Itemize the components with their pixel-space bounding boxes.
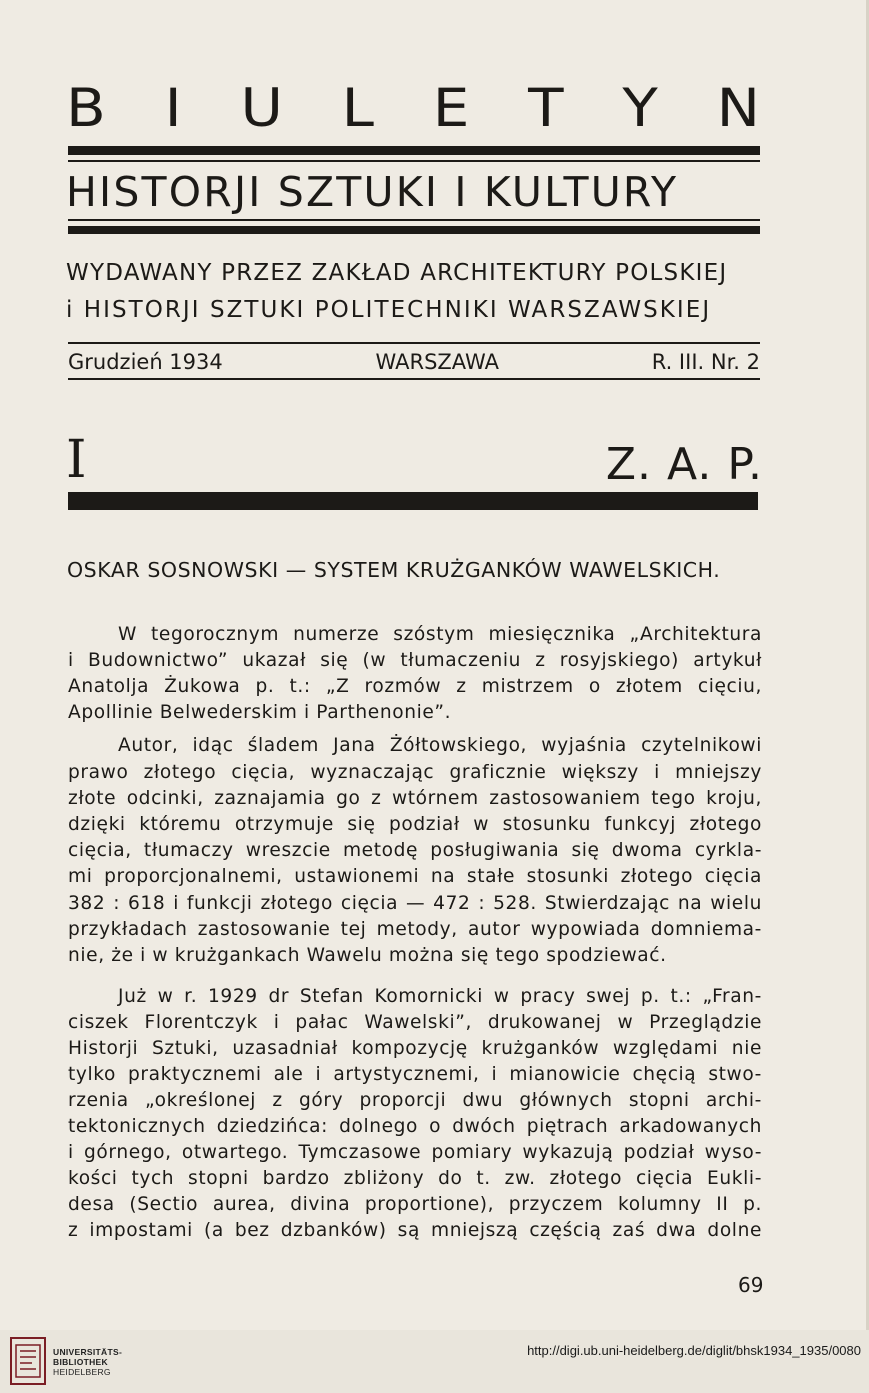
article-line: i górnego, otwartego. Tymczasowe pomiary wykazują podział wyso-	[68, 1142, 762, 1163]
rule-thin-1	[68, 160, 760, 162]
library-name	[53, 1347, 122, 1377]
rule-thin-3	[68, 342, 760, 344]
rule-thin-2	[68, 219, 760, 221]
masthead-letter: B	[66, 77, 106, 139]
rule-thin-4	[68, 378, 760, 380]
article-line: i Budownictwo” ukazał się (w tłumaczeniu z rosyjskiego) artykuł	[68, 650, 762, 671]
masthead-letter: E	[432, 77, 470, 139]
issue-meta-row	[68, 348, 760, 376]
publisher-line-1: WYDAWANY PRZEZ ZAKŁAD ARCHITEKTURY POLSKIEJ	[66, 260, 728, 286]
masthead-letter: N	[716, 77, 760, 139]
issue-city: WARSZAWA	[375, 350, 499, 374]
article-line: przykładach zastosowanie tej metody, autor wypowiada domniema-	[68, 919, 762, 940]
library-name-line-3: HEIDELBERG	[53, 1367, 111, 1377]
rule-thick-1	[68, 146, 760, 155]
issue-date: Grudzień 1934	[68, 350, 223, 374]
masthead-letter: Y	[622, 77, 658, 139]
section-numeral: I	[66, 430, 87, 490]
library-name-line-1: UNIVERSITÄTS-	[53, 1347, 123, 1357]
article-heading: OSKAR SOSNOWSKI — SYSTEM KRUŻGANKÓW WAWELSKICH.	[67, 558, 721, 582]
article-line: rzenia „określonej z góry proporcji dwu głównych stopni archi-	[68, 1090, 762, 1111]
masthead-letter: U	[240, 77, 283, 139]
article-line: W tegorocznym numerze szóstym miesięcznika „Architektura	[118, 624, 762, 645]
article-line: Autor, idąc śladem Jana Żółtowskiego, wyjaśnia czytelnikowi	[118, 735, 762, 756]
article-line: złote odcinki, zaznajamia go z wtórnem zastosowaniem tego kroju,	[68, 788, 762, 809]
article-line: z impostami (a bez dzbanków) są mniejszą częścią zaś dwa dolne	[68, 1220, 762, 1241]
article-line: dzięki któremu otrzymuje się podział w stosunku funkcyj złotego	[68, 814, 762, 835]
library-logo-icon	[10, 1337, 46, 1385]
article-line: Historji Sztuki, uzasadniał kompozycję krużganków względami nie	[68, 1038, 762, 1059]
masthead-title	[66, 77, 760, 139]
article-line: tektonicznych dziedzińca: dolnego o dwóch piętrach arkadowanych	[68, 1116, 762, 1137]
masthead-subtitle: HISTORJI SZTUKI I KULTURY	[66, 168, 679, 216]
rule-thick-2	[68, 226, 760, 234]
article-line: 382 : 618 i funkcji złotego cięcia — 472 : 528. Stwierdzając na wielu	[68, 893, 762, 914]
article-line: desa (Sectio aurea, divina proportione), przyczem kolumny II p.	[68, 1194, 762, 1215]
issue-number: R. III. Nr. 2	[651, 350, 760, 374]
article-line: Apollinie Belwederskim i Parthenonie”.	[68, 702, 452, 723]
article-line: nie, że i w krużgankach Wawelu można się tego spodziewać.	[68, 945, 667, 966]
article-line: Anatolja Żukowa p. t.: „Z rozmów z mistrzem o złotem cięciu,	[68, 676, 762, 697]
masthead-letter: I	[164, 77, 182, 139]
article-line: mi proporcjonalnemi, ustawionemi na stałe stosunki złotego cięcia	[68, 866, 762, 887]
article-line: Już w r. 1929 dr Stefan Komornicki w pracy swej p. t.: „Fran-	[118, 986, 762, 1007]
article-line: prawo złotego cięcia, wyznaczając graficznie większy i mniejszy	[68, 762, 762, 783]
publisher-line-2: i HISTORJI SZTUKI POLITECHNIKI WARSZAWSKIEJ	[66, 297, 712, 323]
section-initials: Z. A. P.	[605, 439, 763, 490]
masthead-letter: T	[528, 77, 564, 139]
article-line: ciszek Florentczyk i pałac Wawelski”, drukowanej w Przeglądzie	[68, 1012, 762, 1033]
article-line: cięcia, tłumaczy wreszcie metodę posługiwania się dwoma cyrkla-	[68, 840, 762, 861]
page-number: 69	[738, 1273, 764, 1297]
library-name-line-2: BIBLIOTHEK	[53, 1357, 108, 1367]
article-line: kości tych stopni bardzo zbliżony do t. zw. złotego cięcia Eukli-	[68, 1168, 762, 1189]
source-url-link[interactable]: http://digi.ub.uni-heidelberg.de/diglit/bhsk1934_1935/0080	[527, 1343, 861, 1358]
article-line: tylko praktycznemi ale i artystycznemi, i mianowicie chęcią stwo-	[68, 1064, 762, 1085]
rule-section	[68, 492, 758, 510]
masthead-letter: L	[341, 77, 374, 139]
